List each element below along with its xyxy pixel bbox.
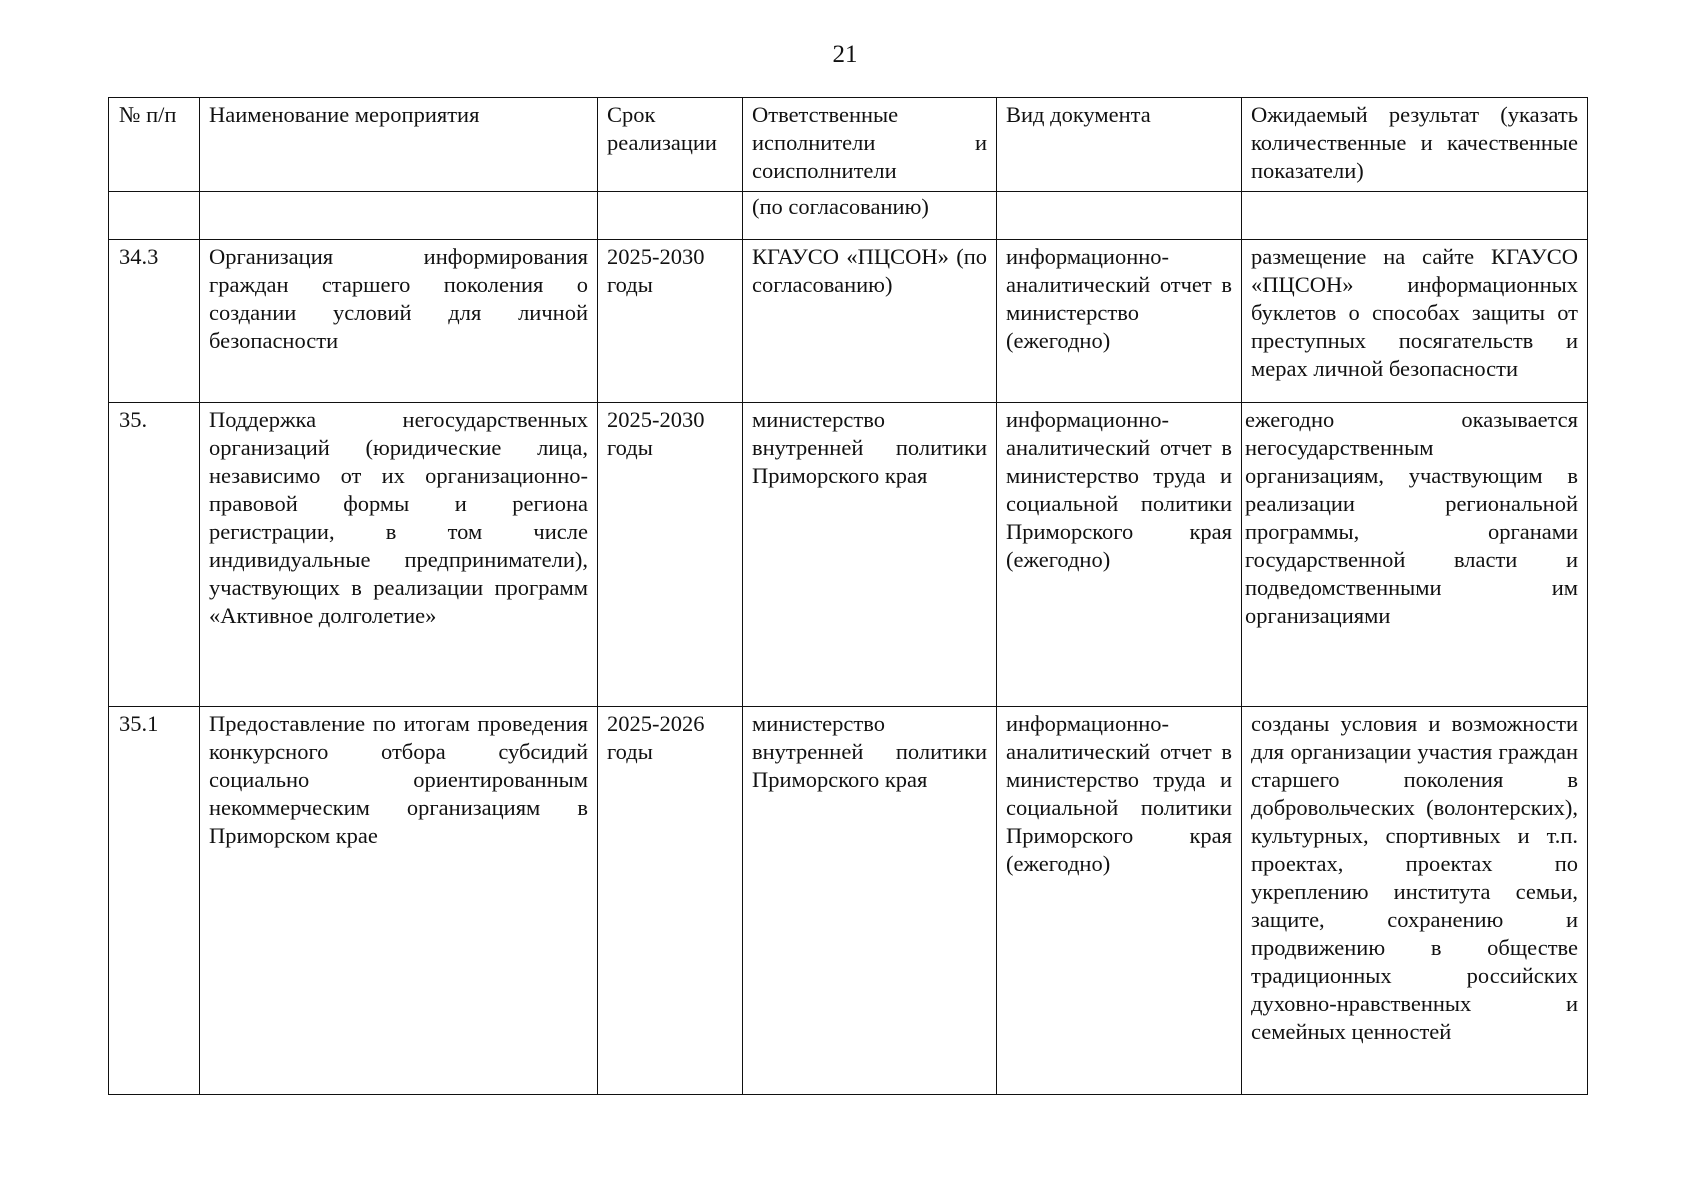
header-doc-type: Вид документа	[997, 98, 1242, 192]
cell-result: размещение на сайте КГАУСО «ПЦСОН» информационных буклетов о способах защиты от преступных посягательств и мерах личной безопасности	[1242, 240, 1588, 403]
cell-result	[1242, 192, 1588, 240]
header-num: № п/п	[109, 98, 200, 192]
cell-num: 34.3	[109, 240, 200, 403]
table-row	[109, 707, 1588, 1095]
cell-doc-type: информационно-аналитический отчет в министерство (ежегодно)	[997, 240, 1242, 403]
cell-term: 2025-2026 годы	[598, 707, 743, 1095]
cell-name: Поддержка негосударственных организаций (юридические лица, независимо от их организационно-правовой формы и региона регистрации, в том числе индивидуальные предприниматели), участвующих в реализации программ «Активное долголетие»	[200, 403, 598, 707]
table-header-row	[109, 98, 1588, 192]
cell-executors: министерство внутренней политики Приморского края	[743, 707, 997, 1095]
cell-name: Организация информирования граждан старшего поколения о создании условий для личной безопасности	[200, 240, 598, 403]
activities-table	[108, 97, 1588, 1095]
cell-num: 35.1	[109, 707, 200, 1095]
continuation-row	[109, 192, 1588, 240]
cell-term	[598, 192, 743, 240]
page-number: 21	[832, 41, 858, 68]
header-term: Срок реализации	[598, 98, 743, 192]
header-name: Наименование мероприятия	[200, 98, 598, 192]
cell-doc-type	[997, 192, 1242, 240]
header-result: Ожидаемый результат (указать количественные и качественные показатели)	[1242, 98, 1588, 192]
header-executors: Ответственные исполнители и соисполнители	[743, 98, 997, 192]
cell-doc-type: информационно-аналитический отчет в министерство труда и социальной политики Приморского края (ежегодно)	[997, 403, 1242, 707]
cell-term: 2025-2030 годы	[598, 403, 743, 707]
cell-num: 35.	[109, 403, 200, 707]
cell-name	[200, 192, 598, 240]
cell-doc-type: информационно-аналитический отчет в министерство труда и социальной политики Приморского края (ежегодно)	[997, 707, 1242, 1095]
cell-executors: министерство внутренней политики Приморского края	[743, 403, 997, 707]
cell-num	[109, 192, 200, 240]
cell-executors: (по согласованию)	[743, 192, 997, 240]
cell-term: 2025-2030 годы	[598, 240, 743, 403]
cell-name: Предоставление по итогам проведения конкурсного отбора субсидий социально ориентированным некоммерческим организациям в Приморском крае	[200, 707, 598, 1095]
cell-result: созданы условия и возможности для организации участия граждан старшего поколения в добровольческих (волонтерских), культурных, спортивных и т.п. проектах, проектах по укреплению института семьи, защите, сохранению и продвижению в обществе традиционных российских духовно-нравственных и семейных ценностей	[1242, 707, 1588, 1095]
cell-result: ежегодно оказывается негосударственным организациям, участвующим в реализации региональной программы, органами государственной власти и подведомственными им организациями	[1242, 403, 1588, 707]
table-row	[109, 240, 1588, 403]
cell-executors: КГАУСО «ПЦСОН» (по согласованию)	[743, 240, 997, 403]
table-row	[109, 403, 1588, 707]
